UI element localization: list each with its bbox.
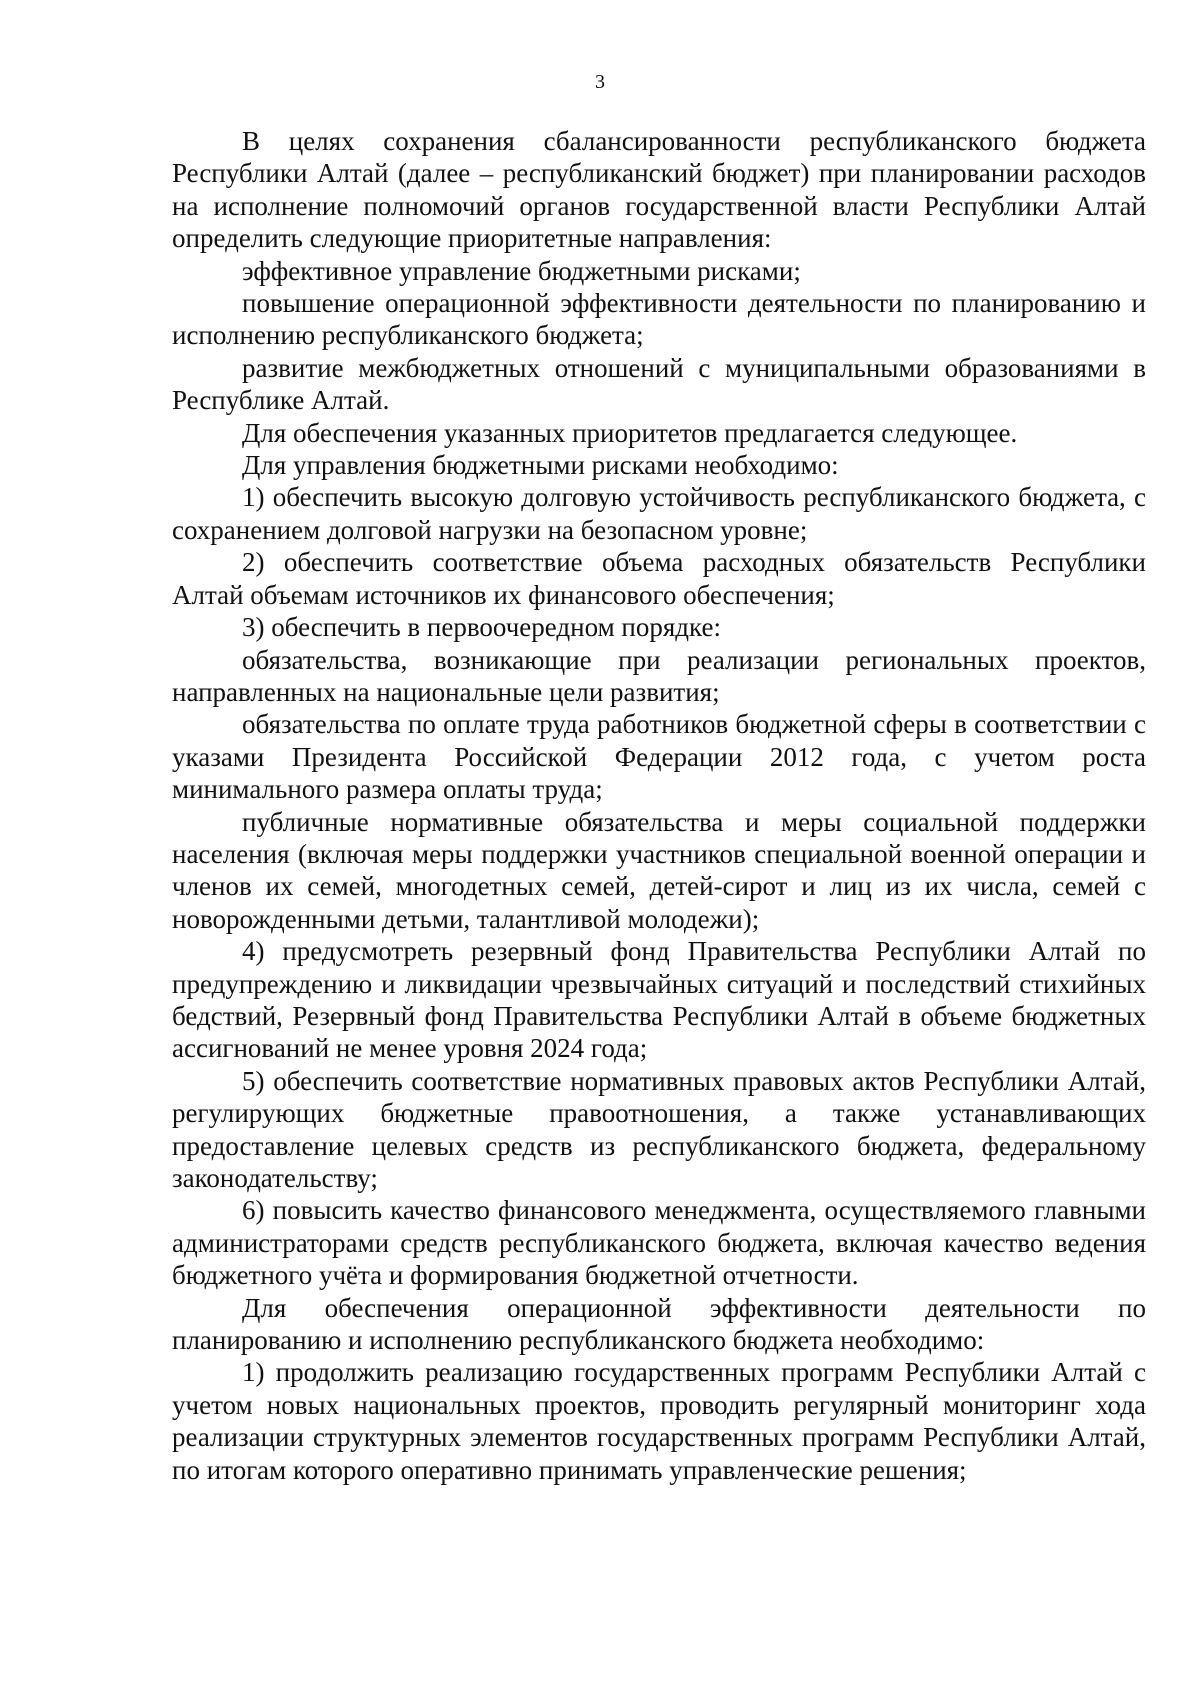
paragraph: 2) обеспечить соответствие объема расходных обязательств Республики Алтай объемам источников их финансового обеспечения;: [172, 547, 1146, 610]
paragraph: Для управления бюджетными рисками необходимо:: [242, 450, 839, 481]
paragraph: 3) обеспечить в первоочередном порядке:: [242, 612, 721, 643]
page-number: 3: [595, 71, 605, 93]
document-body: [172, 125, 1146, 1486]
paragraph: развитие межбюджетных отношений с муниципальными образованиями в Республике Алтай.: [172, 352, 1146, 416]
paragraph: Для обеспечения указанных приоритетов предлагается следующее.: [242, 417, 1018, 448]
paragraph: обязательства, возникающие при реализации региональных проектов, направленных на национальные цели развития;: [172, 644, 1146, 707]
paragraph: обязательства по оплате труда работников бюджетной сферы в соответствии с указами Президента Российской Федерации 2012 года, с учетом роста минимального размера оплаты труда;: [172, 709, 1146, 805]
paragraph: 6) повысить качество финансового менеджмента, осуществляемого главными администраторами средств республиканского бюджета, включая качество ведения бюджетного учёта и формирования бюджетной отчетности.: [172, 1195, 1146, 1291]
paragraph: 5) обеспечить соответствие нормативных правовых актов Республики Алтай, регулирующих бюджетные правоотношения, а также устанавливающих предоставление целевых средств из республиканского бюджета, федеральному законодательству;: [172, 1065, 1146, 1193]
paragraph: 1) обеспечить высокую долговую устойчивость республиканского бюджета, с сохранением долговой нагрузки на безопасном уровне;: [172, 482, 1146, 545]
paragraph: повышение операционной эффективности деятельности по планированию и исполнению республиканского бюджета;: [172, 288, 1146, 351]
paragraph: 4) предусмотреть резервный фонд Правительства Республики Алтай по предупреждению и ликвидации чрезвычайных ситуаций и последствий стихийных бедствий, Резервный фонд Правительства Республики Алтай в объеме бюджетных ассигнований не менее уровня 2024 года;: [172, 936, 1146, 1064]
paragraph: В целях сохранения сбалансированности республиканского бюджета Республики Алтай (далее – республиканский бюджет) при планировании расходов на исполнение полномочий органов государственной власти Республики Алтай определить следующие приоритетные направления:: [172, 126, 1146, 254]
paragraph: публичные нормативные обязательства и меры социальной поддержки населения (включая меры поддержки участников специальной военной операции и членов их семей, многодетных семей, детей-сирот и лиц из их числа, семей с новорожденными детьми, талантливой молодежи);: [172, 806, 1146, 934]
paragraph: эффективное управление бюджетными рисками;: [242, 255, 801, 286]
paragraph: 1) продолжить реализацию государственных программ Республики Алтай с учетом новых национальных проектов, проводить регулярный мониторинг хода реализации структурных элементов государственных программ Республики Алтай, по итогам которого оперативно принимать управленческие решения;: [172, 1357, 1146, 1485]
paragraph: Для обеспечения операционной эффективности деятельности по планированию и исполнению республиканского бюджета необходимо:: [172, 1292, 1146, 1356]
